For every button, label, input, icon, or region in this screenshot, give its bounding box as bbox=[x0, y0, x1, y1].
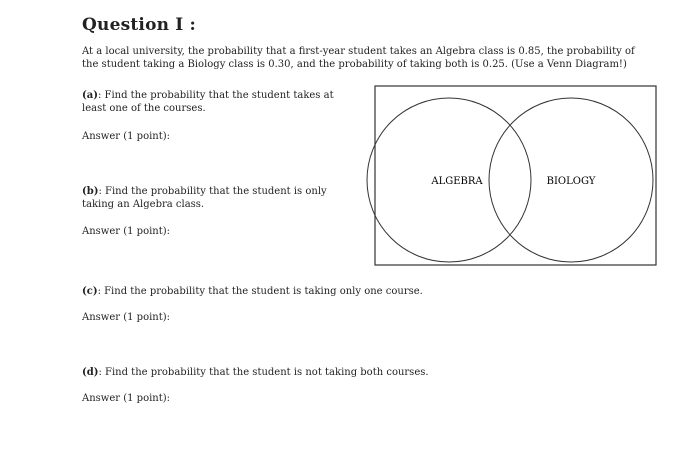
part-b-text-2: taking an Algebra class. bbox=[82, 199, 205, 210]
part-d-answer: Answer (1 point): bbox=[82, 393, 171, 404]
venn-algebra-label: ALGEBRA bbox=[431, 176, 483, 187]
part-b-text-1: : Find the probability that the student is only bbox=[98, 186, 327, 197]
part-a-label: (a) bbox=[82, 90, 98, 101]
part-a-text-2: least one of the courses. bbox=[82, 103, 206, 114]
part-a-text-1: : Find the probability that the student takes at bbox=[97, 90, 334, 101]
part-d-label: (d) bbox=[82, 367, 99, 378]
question-title: Question I : bbox=[82, 15, 197, 35]
venn-universe-box bbox=[375, 86, 656, 265]
part-c-answer: Answer (1 point): bbox=[82, 312, 171, 323]
part-c-label: (c) bbox=[82, 286, 98, 297]
part-b-label: (b) bbox=[82, 186, 99, 197]
part-d-text-1: : Find the probability that the student is not taking both courses. bbox=[98, 367, 429, 378]
intro-line-2: the student taking a Biology class is 0.30, and the probability of taking both is 0.25. (Use a Venn Diagram!) bbox=[82, 59, 627, 70]
part-b-answer: Answer (1 point): bbox=[82, 226, 171, 237]
intro-line-1: At a local university, the probability that a first-year student takes an Algebra class is 0.85, the probability of bbox=[82, 46, 635, 57]
part-c-text-1: : Find the probability that the student is taking only one course. bbox=[97, 286, 423, 297]
venn-biology-label: BIOLOGY bbox=[546, 176, 596, 187]
part-a-answer: Answer (1 point): bbox=[82, 131, 171, 142]
